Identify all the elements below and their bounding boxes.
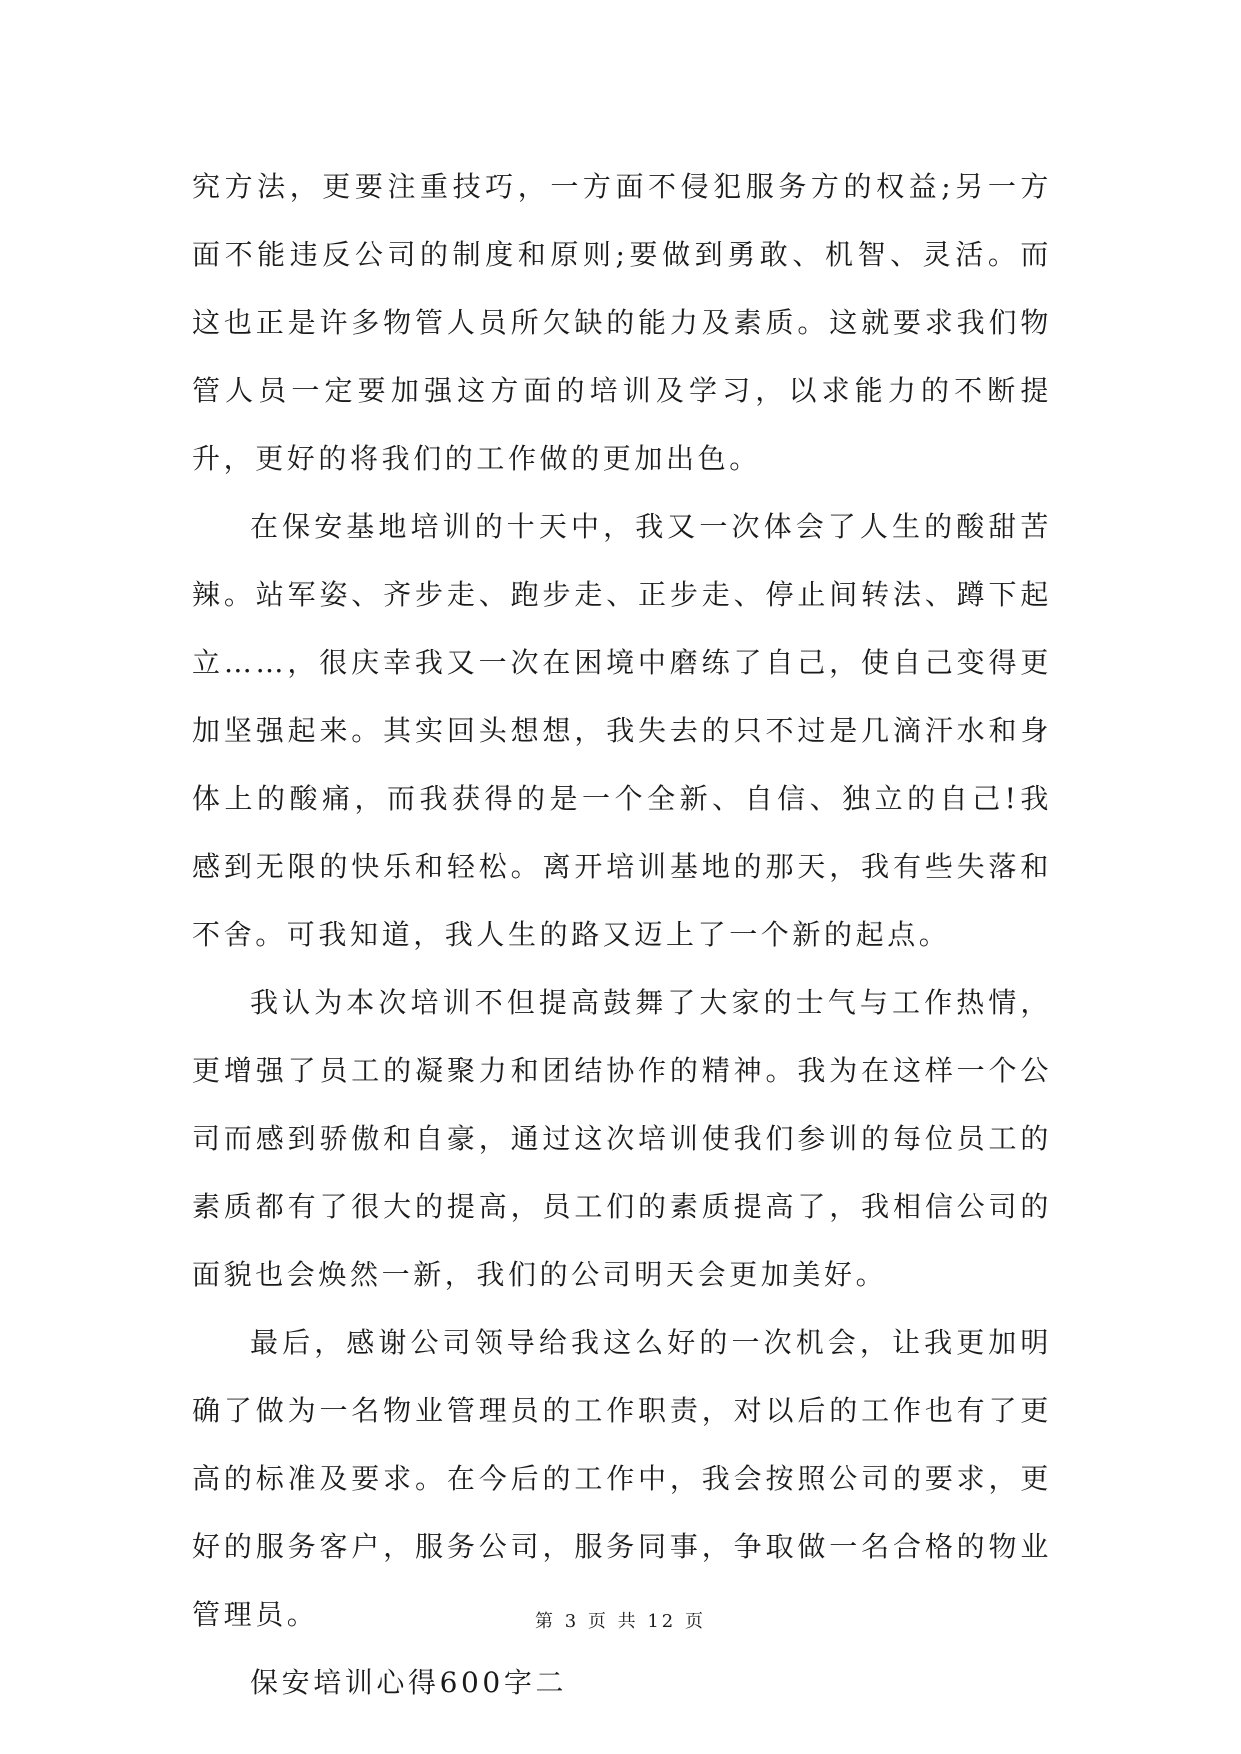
section-heading: 保安培训心得600字二 <box>250 1666 568 1699</box>
paragraph-thanks: 最后，感谢公司领导给我这么好的一次机会，让我更加明确了做为一名物业管理员的工作职责，对以后的工作也有了更高的标准及要求。在今后的工作中，我会按照公司的要求，更好的服务客户，服务公司，服务同事，争取做一名合格的物业管理员。 <box>192 1326 1052 1631</box>
paragraph-training-base: 在保安基地培训的十天中，我又一次体会了人生的酸甜苦辣。站军姿、齐步走、跑步走、正步走、停止间转法、蹲下起立……，很庆幸我又一次在困境中磨练了自己，使自己变得更加坚强起来。其实回头想想，我失去的只不过是几滴汗水和身体上的酸痛，而我获得的是一个全新、自信、独立的自己!我感到无限的快乐和轻松。离开培训基地的那天，我有些失落和不舍。可我知道，我人生的路又迈上了一个新的起点。 <box>192 510 1052 951</box>
document-body <box>192 153 1052 1717</box>
page-number-footer: 第 3 页 共 12 页 <box>535 1611 706 1632</box>
paragraph-continuation: 究方法，更要注重技巧，一方面不侵犯服务方的权益;另一方面不能违反公司的制度和原则;要做到勇敢、机智、灵活。而这也正是许多物管人员所欠缺的能力及素质。这就要求我们物管人员一定要加强这方面的培训及学习，以求能力的不断提升，更好的将我们的工作做的更加出色。 <box>192 170 1052 475</box>
paragraph-training-effect: 我认为本次培训不但提高鼓舞了大家的士气与工作热情，更增强了员工的凝聚力和团结协作的精神。我为在这样一个公司而感到骄傲和自豪，通过这次培训使我们参训的每位员工的素质都有了很大的提高，员工们的素质提高了，我相信公司的面貌也会焕然一新，我们的公司明天会更加美好。 <box>192 986 1052 1291</box>
